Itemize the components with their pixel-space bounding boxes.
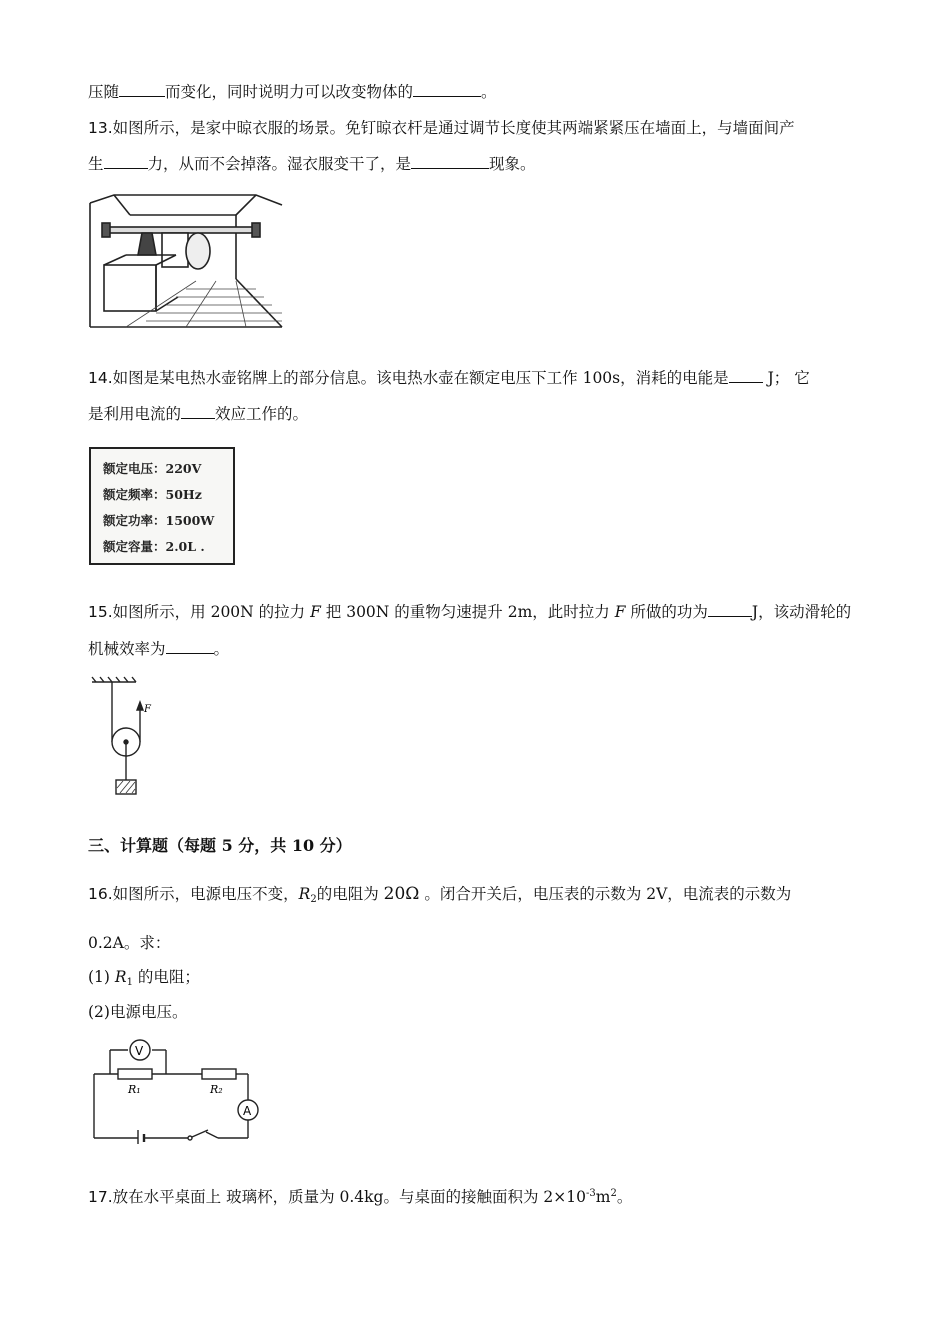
q15-text-1c: 所做的功为 — [625, 603, 708, 621]
q13-text-1: 如图所示，是家中晾衣服的场景。免钉晾衣杆是通过调节长度使其两端紧紧压在墙面上，与墙面间产 — [112, 119, 795, 137]
ammeter-label: A — [243, 1104, 252, 1118]
q14-text-1a: 如图是某电热水壶铭牌上的部分信息。该电热水壶在额定电压下工作 100s，消耗的电能是 — [112, 369, 729, 387]
q15-blank-2 — [166, 639, 214, 654]
q12-blank-2 — [413, 82, 481, 97]
q16-text-1b: 的电阻为 — [316, 885, 384, 903]
pulley-force-label: F — [144, 704, 151, 715]
q15-force-symbol-1: F — [310, 603, 321, 621]
nameplate-capacity: 额定容量：2.0L . — [103, 539, 205, 554]
q13-blank-2 — [411, 154, 489, 169]
q17-exponent: -3 — [585, 1188, 596, 1199]
q15-text-2b: 。 — [213, 640, 230, 658]
q12-text-3: 。 — [481, 83, 497, 101]
q16-part-2: (2)电源电压。 — [88, 1003, 188, 1021]
q13-text-2c: 现象。 — [489, 155, 536, 173]
q14-blank-1 — [729, 368, 763, 383]
q13-blank-1 — [104, 154, 148, 169]
q15-text-1b: 把 300N 的重物匀速提升 2m，此时拉力 — [320, 603, 615, 621]
q15-blank-1 — [708, 602, 752, 617]
q16-line-2: 0.2A。求： — [88, 934, 171, 952]
q16-r-symbol: R — [298, 885, 311, 903]
q16-part-1 — [88, 967, 200, 993]
section-3-heading: 三、计算题（每题 5 分，共 10 分） — [88, 836, 352, 855]
q13-number: 13. — [88, 119, 113, 137]
q12-tail-line — [88, 82, 497, 102]
q17-text-b: m — [595, 1188, 611, 1206]
q13-line-2 — [88, 154, 536, 174]
voltmeter-label: V — [135, 1044, 144, 1058]
q12-blank-1 — [119, 82, 165, 97]
q14-line-2 — [88, 404, 308, 424]
q16-part-1-sub: 1 — [126, 977, 133, 988]
q15-text-2a: 机械效率为 — [88, 640, 166, 658]
q14-blank-2 — [181, 404, 215, 419]
q16-line-1 — [88, 884, 791, 910]
q13-line-1 — [88, 118, 795, 138]
q12-text-2: 而变化，同时说明力可以改变物体的 — [165, 83, 414, 101]
kettle-nameplate — [89, 447, 235, 565]
r1-label: R₁ — [128, 1083, 141, 1096]
q15-force-symbol-2: F — [614, 603, 626, 621]
clothes-rack-figure — [86, 193, 284, 331]
r2-label: R₂ — [210, 1083, 223, 1096]
q16-text-1a: 如图所示，电源电压不变， — [112, 885, 299, 903]
q12-text-1: 压随 — [88, 83, 120, 101]
q15-text-1d: J，该动滑轮的 — [751, 603, 852, 621]
nameplate-power: 额定功率：1500W — [103, 513, 215, 528]
q14-text-2b: 效应工作的。 — [215, 405, 309, 423]
q14-text-2a: 是利用电流的 — [88, 405, 182, 423]
q16-r-subscript: 2 — [310, 894, 317, 905]
q16-part-1-r: R — [114, 968, 127, 986]
q17-text-a: 放在水平桌面上 玻璃杯，质量为 0.4kg。与桌面的接触面积为 2×10 — [112, 1188, 586, 1206]
q16-text-1c: 。闭合开关后，电压表的示数为 2V，电流表的示数为 — [419, 885, 792, 903]
q16-part-1-text: 的电阻； — [132, 968, 200, 986]
q17-text-c: 。 — [616, 1188, 633, 1206]
q13-text-2a: 生 — [88, 155, 104, 173]
nameplate-frequency: 额定频率：50Hz — [103, 487, 202, 502]
circuit-diagram — [88, 1036, 264, 1144]
q15-line-2 — [88, 639, 229, 659]
q13-text-2b: 力，从而不会掉落。湿衣服变干了，是 — [147, 155, 412, 173]
q16-number: 16. — [88, 885, 113, 903]
q14-text-1b: J； 它 — [762, 369, 810, 387]
q15-line-1 — [88, 602, 851, 622]
q14-number: 14. — [88, 369, 113, 387]
q17-exponent-2: 2 — [610, 1188, 617, 1199]
q15-number: 15. — [88, 603, 113, 621]
q17-line-1 — [88, 1184, 632, 1207]
q16-part-1-label: (1) — [88, 968, 115, 986]
q14-line-1 — [88, 368, 810, 388]
pulley-figure — [90, 676, 162, 798]
nameplate-voltage: 额定电压：220V — [103, 461, 202, 476]
q16-resistance-value: 20Ω — [383, 884, 420, 904]
q17-number: 17. — [88, 1188, 113, 1206]
q15-text-1a: 如图所示，用 200N 的拉力 — [112, 603, 311, 621]
